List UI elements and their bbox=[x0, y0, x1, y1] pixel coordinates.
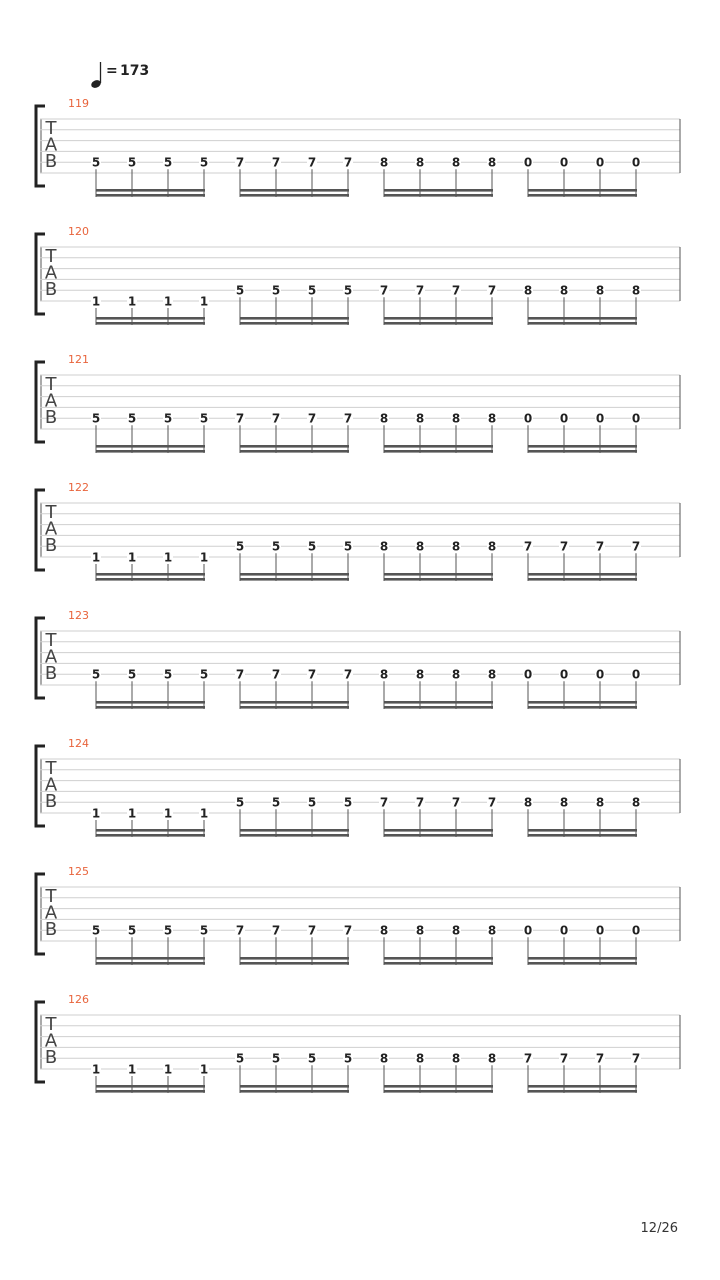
fret-number: 1 bbox=[91, 550, 101, 565]
fret-number: 0 bbox=[523, 411, 533, 426]
beam bbox=[384, 701, 493, 704]
fret-number: 8 bbox=[379, 155, 389, 170]
beam bbox=[528, 829, 637, 832]
fret-number: 7 bbox=[235, 667, 245, 682]
fret-number: 8 bbox=[487, 667, 497, 682]
fret-number: 8 bbox=[451, 155, 461, 170]
tab-letter-t: T bbox=[45, 886, 57, 907]
fret-number: 0 bbox=[631, 411, 641, 426]
fret-number: 5 bbox=[127, 411, 137, 426]
beam bbox=[240, 578, 349, 581]
tab-systems bbox=[36, 97, 680, 1093]
tab-letter-a: A bbox=[44, 646, 58, 668]
fret-number: 1 bbox=[91, 806, 101, 821]
fret-number: 8 bbox=[451, 1051, 461, 1066]
beam bbox=[96, 1085, 205, 1088]
fret-number: 7 bbox=[451, 795, 461, 810]
fret-number: 7 bbox=[379, 795, 389, 810]
fret-number: 0 bbox=[559, 667, 569, 682]
beam bbox=[384, 1085, 493, 1088]
fret-number: 8 bbox=[451, 411, 461, 426]
bar-number: 122 bbox=[68, 481, 89, 494]
fret-number: 0 bbox=[523, 155, 533, 170]
fret-number: 7 bbox=[523, 539, 533, 554]
beam bbox=[528, 194, 637, 197]
beam bbox=[240, 450, 349, 453]
fret-number: 1 bbox=[163, 1062, 173, 1077]
fret-number: 7 bbox=[559, 1051, 569, 1066]
beam bbox=[384, 194, 493, 197]
beam bbox=[96, 957, 205, 960]
fret-number: 1 bbox=[127, 806, 137, 821]
fret-number: 7 bbox=[559, 539, 569, 554]
tab-letter-a: A bbox=[44, 390, 58, 412]
fret-number: 5 bbox=[343, 1051, 353, 1066]
beam bbox=[96, 445, 205, 448]
fret-number: 8 bbox=[487, 411, 497, 426]
fret-number: 1 bbox=[199, 550, 209, 565]
fret-number: 7 bbox=[307, 155, 317, 170]
tab-system bbox=[36, 97, 680, 197]
fret-number: 5 bbox=[199, 667, 209, 682]
tab-letter-a: A bbox=[44, 518, 58, 540]
fret-number: 8 bbox=[415, 1051, 425, 1066]
beam bbox=[96, 706, 205, 709]
beam bbox=[240, 1090, 349, 1093]
fret-number: 0 bbox=[595, 923, 605, 938]
beam bbox=[528, 450, 637, 453]
fret-number: 1 bbox=[127, 1062, 137, 1077]
fret-number: 1 bbox=[163, 294, 173, 309]
fret-number: 7 bbox=[631, 539, 641, 554]
beam bbox=[240, 834, 349, 837]
fret-number: 8 bbox=[415, 923, 425, 938]
beam bbox=[384, 322, 493, 325]
fret-number: 5 bbox=[235, 283, 245, 298]
tab-letter-b: B bbox=[44, 151, 58, 172]
beam bbox=[384, 957, 493, 960]
beam bbox=[384, 829, 493, 832]
bar-number: 119 bbox=[68, 97, 89, 110]
fret-number: 0 bbox=[631, 155, 641, 170]
fret-number: 8 bbox=[451, 539, 461, 554]
beam bbox=[96, 450, 205, 453]
fret-number: 7 bbox=[379, 283, 389, 298]
fret-number: 7 bbox=[271, 155, 281, 170]
tab-letter-a: A bbox=[44, 262, 58, 284]
fret-number: 8 bbox=[415, 411, 425, 426]
fret-number: 5 bbox=[91, 667, 101, 682]
tab-letter-b: B bbox=[44, 663, 58, 684]
fret-number: 7 bbox=[631, 1051, 641, 1066]
bar-number: 125 bbox=[68, 865, 89, 878]
tab-letter-a: A bbox=[44, 902, 58, 924]
fret-number: 1 bbox=[199, 806, 209, 821]
fret-number: 7 bbox=[487, 795, 497, 810]
fret-number: 8 bbox=[595, 795, 605, 810]
beam bbox=[528, 1090, 637, 1093]
beam bbox=[240, 701, 349, 704]
tab-letter-a: A bbox=[44, 1030, 58, 1052]
tempo-equals: = bbox=[106, 63, 118, 79]
beam bbox=[528, 962, 637, 965]
beam bbox=[528, 573, 637, 576]
fret-number: 8 bbox=[487, 923, 497, 938]
fret-number: 5 bbox=[271, 1051, 281, 1066]
beam bbox=[384, 962, 493, 965]
fret-number: 0 bbox=[523, 923, 533, 938]
fret-number: 1 bbox=[91, 1062, 101, 1077]
fret-number: 5 bbox=[271, 539, 281, 554]
beam bbox=[384, 578, 493, 581]
beam bbox=[240, 189, 349, 192]
beam bbox=[240, 957, 349, 960]
bar-number: 124 bbox=[68, 737, 89, 750]
fret-number: 1 bbox=[199, 294, 209, 309]
tab-letter-t: T bbox=[45, 246, 57, 267]
beam bbox=[96, 834, 205, 837]
beam bbox=[96, 317, 205, 320]
fret-number: 8 bbox=[451, 923, 461, 938]
beam bbox=[240, 317, 349, 320]
beam bbox=[240, 573, 349, 576]
fret-number: 0 bbox=[559, 923, 569, 938]
beam bbox=[384, 450, 493, 453]
tab-system bbox=[36, 737, 680, 837]
fret-number: 7 bbox=[307, 411, 317, 426]
fret-number: 0 bbox=[631, 667, 641, 682]
tempo-marking bbox=[90, 62, 149, 89]
fret-number: 8 bbox=[379, 411, 389, 426]
tab-system bbox=[36, 865, 680, 965]
fret-number: 0 bbox=[559, 411, 569, 426]
beam bbox=[528, 322, 637, 325]
beam bbox=[240, 322, 349, 325]
fret-number: 5 bbox=[343, 283, 353, 298]
fret-number: 8 bbox=[559, 795, 569, 810]
fret-number: 7 bbox=[451, 283, 461, 298]
beam bbox=[96, 578, 205, 581]
fret-number: 5 bbox=[127, 155, 137, 170]
fret-number: 7 bbox=[595, 539, 605, 554]
fret-number: 5 bbox=[127, 667, 137, 682]
fret-number: 8 bbox=[595, 283, 605, 298]
fret-number: 8 bbox=[415, 667, 425, 682]
fret-number: 8 bbox=[415, 539, 425, 554]
fret-number: 7 bbox=[523, 1051, 533, 1066]
beam bbox=[384, 189, 493, 192]
beam bbox=[528, 834, 637, 837]
bar-number: 126 bbox=[68, 993, 89, 1006]
beam bbox=[240, 962, 349, 965]
fret-number: 5 bbox=[307, 283, 317, 298]
beam bbox=[384, 706, 493, 709]
fret-number: 8 bbox=[523, 795, 533, 810]
fret-number: 8 bbox=[487, 155, 497, 170]
beam bbox=[240, 706, 349, 709]
fret-number: 5 bbox=[91, 155, 101, 170]
beam bbox=[96, 322, 205, 325]
beam bbox=[528, 957, 637, 960]
fret-number: 8 bbox=[523, 283, 533, 298]
tab-letter-b: B bbox=[44, 535, 58, 556]
tab-letter-b: B bbox=[44, 407, 58, 428]
fret-number: 5 bbox=[91, 411, 101, 426]
fret-number: 5 bbox=[235, 795, 245, 810]
tab-letter-b: B bbox=[44, 791, 58, 812]
fret-number: 5 bbox=[235, 1051, 245, 1066]
beam bbox=[384, 317, 493, 320]
fret-number: 5 bbox=[163, 155, 173, 170]
fret-number: 1 bbox=[199, 1062, 209, 1077]
fret-number: 1 bbox=[163, 806, 173, 821]
beam bbox=[528, 445, 637, 448]
fret-number: 5 bbox=[163, 411, 173, 426]
fret-number: 5 bbox=[343, 539, 353, 554]
fret-number: 0 bbox=[631, 923, 641, 938]
fret-number: 7 bbox=[343, 923, 353, 938]
beam bbox=[384, 834, 493, 837]
tab-letter-b: B bbox=[44, 919, 58, 940]
fret-number: 0 bbox=[523, 667, 533, 682]
fret-number: 5 bbox=[163, 667, 173, 682]
tab-system bbox=[36, 993, 680, 1093]
fret-number: 8 bbox=[379, 539, 389, 554]
fret-number: 7 bbox=[271, 411, 281, 426]
fret-number: 8 bbox=[379, 667, 389, 682]
tab-letter-t: T bbox=[45, 374, 57, 395]
beam bbox=[240, 1085, 349, 1088]
fret-number: 7 bbox=[343, 155, 353, 170]
beam bbox=[384, 573, 493, 576]
beam bbox=[96, 573, 205, 576]
beam bbox=[96, 1090, 205, 1093]
beam bbox=[240, 829, 349, 832]
fret-number: 1 bbox=[163, 550, 173, 565]
fret-number: 8 bbox=[559, 283, 569, 298]
beam bbox=[96, 701, 205, 704]
fret-number: 5 bbox=[199, 155, 209, 170]
tab-letter-t: T bbox=[45, 502, 57, 523]
fret-number: 8 bbox=[379, 923, 389, 938]
fret-number: 5 bbox=[343, 795, 353, 810]
bar-number: 120 bbox=[68, 225, 89, 238]
fret-number: 7 bbox=[235, 411, 245, 426]
fret-number: 1 bbox=[91, 294, 101, 309]
tab-letter-t: T bbox=[45, 1014, 57, 1035]
tab-letter-t: T bbox=[45, 758, 57, 779]
beam bbox=[384, 445, 493, 448]
fret-number: 5 bbox=[307, 795, 317, 810]
fret-number: 5 bbox=[91, 923, 101, 938]
fret-number: 0 bbox=[595, 155, 605, 170]
page-number: 12/26 bbox=[640, 1221, 678, 1236]
fret-number: 5 bbox=[199, 411, 209, 426]
tab-system bbox=[36, 353, 680, 453]
tab-system bbox=[36, 609, 680, 709]
beam bbox=[528, 706, 637, 709]
fret-number: 5 bbox=[235, 539, 245, 554]
fret-number: 7 bbox=[235, 155, 245, 170]
fret-number: 8 bbox=[487, 1051, 497, 1066]
beam bbox=[528, 578, 637, 581]
tempo-bpm: 173 bbox=[120, 63, 150, 79]
fret-number: 7 bbox=[271, 667, 281, 682]
fret-number: 5 bbox=[199, 923, 209, 938]
fret-number: 5 bbox=[163, 923, 173, 938]
tab-letter-a: A bbox=[44, 134, 58, 156]
fret-number: 8 bbox=[379, 1051, 389, 1066]
tab-letter-a: A bbox=[44, 774, 58, 796]
tab-system bbox=[36, 225, 680, 325]
fret-number: 0 bbox=[595, 667, 605, 682]
beam bbox=[528, 1085, 637, 1088]
bar-number: 121 bbox=[68, 353, 89, 366]
fret-number: 5 bbox=[271, 795, 281, 810]
fret-number: 0 bbox=[559, 155, 569, 170]
beam bbox=[528, 317, 637, 320]
fret-number: 7 bbox=[307, 923, 317, 938]
tab-letter-b: B bbox=[44, 1047, 58, 1068]
beam bbox=[240, 445, 349, 448]
fret-number: 0 bbox=[595, 411, 605, 426]
fret-number: 7 bbox=[235, 923, 245, 938]
fret-number: 8 bbox=[631, 283, 641, 298]
quarter-note-icon bbox=[90, 62, 102, 89]
tab-letter-t: T bbox=[45, 630, 57, 651]
fret-number: 7 bbox=[307, 667, 317, 682]
fret-number: 7 bbox=[595, 1051, 605, 1066]
beam bbox=[528, 701, 637, 704]
fret-number: 7 bbox=[343, 411, 353, 426]
fret-number: 7 bbox=[343, 667, 353, 682]
fret-number: 8 bbox=[415, 155, 425, 170]
fret-number: 8 bbox=[631, 795, 641, 810]
beam bbox=[96, 829, 205, 832]
fret-number: 7 bbox=[415, 283, 425, 298]
tab-letter-t: T bbox=[45, 118, 57, 139]
fret-number: 5 bbox=[307, 539, 317, 554]
beam bbox=[96, 962, 205, 965]
fret-number: 5 bbox=[271, 283, 281, 298]
fret-number: 5 bbox=[307, 1051, 317, 1066]
tab-system bbox=[36, 481, 680, 581]
fret-number: 7 bbox=[415, 795, 425, 810]
beam bbox=[528, 189, 637, 192]
tab-letter-b: B bbox=[44, 279, 58, 300]
fret-number: 7 bbox=[487, 283, 497, 298]
beam bbox=[96, 194, 205, 197]
beam bbox=[96, 189, 205, 192]
fret-number: 1 bbox=[127, 294, 137, 309]
fret-number: 1 bbox=[127, 550, 137, 565]
bar-number: 123 bbox=[68, 609, 89, 622]
fret-number: 8 bbox=[451, 667, 461, 682]
fret-number: 8 bbox=[487, 539, 497, 554]
beam bbox=[240, 194, 349, 197]
fret-number: 5 bbox=[127, 923, 137, 938]
beam bbox=[384, 1090, 493, 1093]
fret-number: 7 bbox=[271, 923, 281, 938]
